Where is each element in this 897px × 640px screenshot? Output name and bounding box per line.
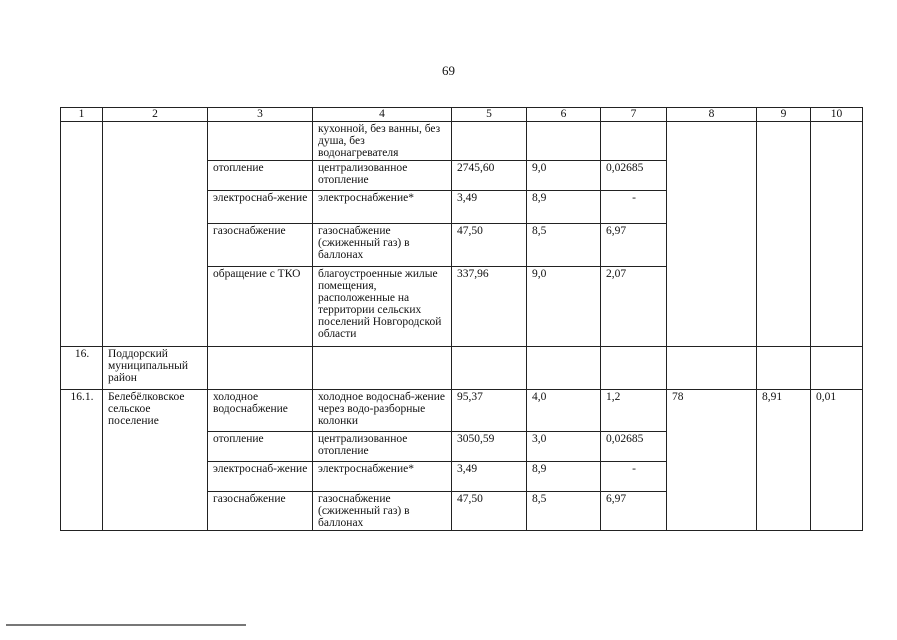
table-cell: электроснабжение*: [313, 191, 452, 224]
table-cell: электроснаб-жение: [208, 462, 313, 492]
table-cell: 95,37: [452, 390, 527, 432]
table-cell: [527, 347, 601, 390]
table-cell: -: [601, 462, 667, 492]
table-cell: [601, 347, 667, 390]
column-header: 4: [313, 108, 452, 122]
table-cell: 8,5: [527, 492, 601, 531]
table-cell: централизованное отопление: [313, 161, 452, 191]
table-cell: газоснабжение (сжиженный газ) в баллонах: [313, 224, 452, 267]
table-cell: [208, 347, 313, 390]
column-header: 1: [61, 108, 103, 122]
table-cell: [811, 122, 863, 347]
table-cell: Поддорский муниципальный район: [103, 347, 208, 390]
table-cell: [757, 347, 811, 390]
table-cell: 78: [667, 390, 757, 531]
table-cell: 8,5: [527, 224, 601, 267]
table-cell: [452, 122, 527, 161]
column-header: 8: [667, 108, 757, 122]
table-cell: [208, 122, 313, 161]
table-cell: 1,2: [601, 390, 667, 432]
table-cell: 0,02685: [601, 161, 667, 191]
table-cell: кухонной, без ванны, без душа, без водонагревателя: [313, 122, 452, 161]
table-cell: [103, 122, 208, 347]
table-cell: 6,97: [601, 492, 667, 531]
table-cell: холодное водоснаб-жение через водо-разборные колонки: [313, 390, 452, 432]
table-cell: 9,0: [527, 161, 601, 191]
table-cell: газоснабжение: [208, 224, 313, 267]
table-cell: 2745,60: [452, 161, 527, 191]
column-header: 10: [811, 108, 863, 122]
table-cell: 47,50: [452, 224, 527, 267]
norms-table: [60, 107, 863, 531]
table-cell: электроснаб-жение: [208, 191, 313, 224]
table-cell: [757, 122, 811, 347]
table-cell: 16.: [61, 347, 103, 390]
table-cell: -: [601, 191, 667, 224]
table-cell: 6,97: [601, 224, 667, 267]
column-header: 2: [103, 108, 208, 122]
column-header: 3: [208, 108, 313, 122]
table-cell: отопление: [208, 432, 313, 462]
table-cell: 0,02685: [601, 432, 667, 462]
table-cell: [667, 347, 757, 390]
table-cell: 9,0: [527, 267, 601, 347]
table-cell: 3,49: [452, 462, 527, 492]
table-cell: 47,50: [452, 492, 527, 531]
table-cell: 8,91: [757, 390, 811, 531]
table-cell: 3,49: [452, 191, 527, 224]
table-cell: холодное водоснабжение: [208, 390, 313, 432]
table-cell: [313, 347, 452, 390]
table-cell: обращение с ТКО: [208, 267, 313, 347]
table-cell: централизованное отопление: [313, 432, 452, 462]
table-cell: 3,0: [527, 432, 601, 462]
table-cell: [527, 122, 601, 161]
table-cell: 337,96: [452, 267, 527, 347]
table-cell: [811, 347, 863, 390]
table-cell: [601, 122, 667, 161]
table-cell: Белебёлковское сельское поселение: [103, 390, 208, 531]
column-header: 6: [527, 108, 601, 122]
table-cell: электроснабжение*: [313, 462, 452, 492]
table-cell: 3050,59: [452, 432, 527, 462]
column-header: 9: [757, 108, 811, 122]
table-cell: [61, 122, 103, 347]
table-row: [61, 390, 863, 432]
table-row: [61, 122, 863, 161]
column-header: 7: [601, 108, 667, 122]
page-number: 69: [442, 63, 455, 78]
table-cell: 16.1.: [61, 390, 103, 531]
table-cell: 8,9: [527, 191, 601, 224]
table-cell: благоустроенные жилые помещения, расположенные на территории сельских поселений Новгородской области: [313, 267, 452, 347]
column-header: 5: [452, 108, 527, 122]
table-cell: 8,9: [527, 462, 601, 492]
table-cell: [452, 347, 527, 390]
table-cell: [667, 122, 757, 347]
footer-divider: [6, 624, 246, 626]
table-cell: 4,0: [527, 390, 601, 432]
table-cell: отопление: [208, 161, 313, 191]
table-row: [61, 347, 863, 390]
table-cell: газоснабжение (сжиженный газ) в баллонах: [313, 492, 452, 531]
table-cell: 0,01: [811, 390, 863, 531]
header-row: [61, 108, 863, 122]
table-cell: 2,07: [601, 267, 667, 347]
table-cell: газоснабжение: [208, 492, 313, 531]
